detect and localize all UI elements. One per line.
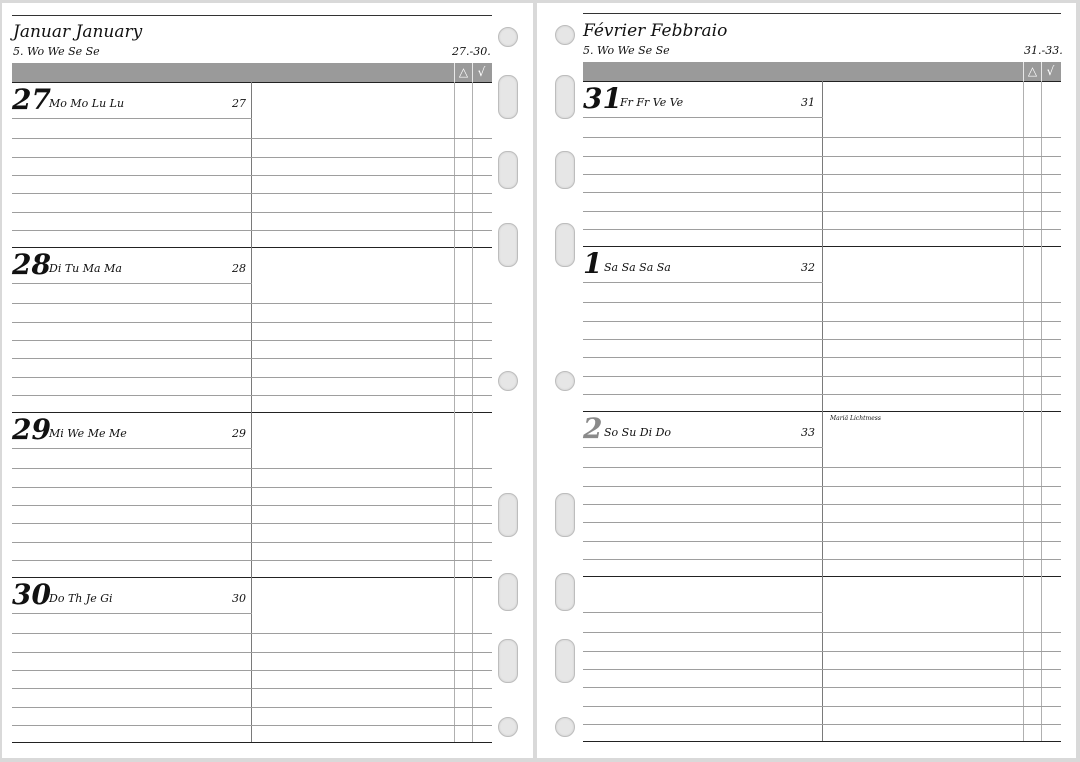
- bottom-rule: [12, 742, 492, 743]
- binder-hole: [498, 371, 518, 391]
- top-rule: [583, 13, 1061, 14]
- day-block[interactable]: [12, 82, 492, 247]
- right-planner-page: [537, 3, 1076, 758]
- week-info: 5. Wo We Se Se: [13, 45, 100, 58]
- binder-hole: [555, 151, 575, 189]
- day-number: 29: [12, 413, 51, 446]
- day-number: 2: [583, 412, 603, 445]
- month-title: Février Febbraio: [583, 21, 728, 41]
- weekday-names: Fr Fr Ve Ve: [620, 96, 684, 109]
- binder-hole: [498, 27, 518, 47]
- binder-hole: [498, 75, 518, 119]
- binder-hole: [555, 639, 575, 683]
- notes-block[interactable]: [583, 576, 1061, 741]
- day-of-year: 28: [232, 262, 246, 275]
- weekday-names: Sa Sa Sa Sa: [604, 261, 671, 274]
- day-of-year: 31: [801, 96, 815, 109]
- day-of-year: 33: [801, 426, 815, 439]
- left-planner-page: [2, 3, 533, 758]
- day-number: 1: [583, 247, 603, 280]
- day-of-year: 29: [232, 427, 246, 440]
- day-block[interactable]: [12, 577, 492, 742]
- weekday-names: Di Tu Ma Ma: [49, 262, 122, 275]
- bottom-rule: [583, 741, 1061, 742]
- day-range: 31.-33.: [1024, 44, 1063, 57]
- top-rule: [12, 15, 492, 16]
- checkmark-icon: √: [477, 65, 486, 79]
- day-of-year: 27: [232, 97, 246, 110]
- binder-hole: [498, 717, 518, 737]
- binder-hole: [498, 151, 518, 189]
- binder-hole: [555, 493, 575, 537]
- day-of-year: 32: [801, 261, 815, 274]
- day-block[interactable]: [583, 81, 1061, 246]
- day-block[interactable]: [12, 412, 492, 577]
- weekday-names: Mo Mo Lu Lu: [49, 97, 125, 110]
- triangle-icon: △: [458, 65, 469, 79]
- holiday-label: Mariä Lichtmess: [830, 415, 881, 422]
- weekday-names: Do Th Je Gi: [49, 592, 113, 605]
- checkmark-icon: √: [1046, 64, 1055, 78]
- binder-hole: [555, 223, 575, 267]
- triangle-icon: △: [1027, 64, 1038, 78]
- day-number: 30: [12, 578, 51, 611]
- day-range: 27.-30.: [452, 45, 491, 58]
- binder-hole: [498, 573, 518, 611]
- header-bar: [12, 63, 492, 82]
- binder-hole: [555, 717, 575, 737]
- binder-hole: [498, 223, 518, 267]
- day-number: 27: [12, 83, 51, 116]
- weekday-names: So Su Di Do: [604, 426, 672, 439]
- binder-hole: [555, 371, 575, 391]
- binder-hole: [555, 25, 575, 45]
- header-bar: [583, 62, 1061, 81]
- binder-hole: [555, 75, 575, 119]
- day-block[interactable]: [583, 246, 1061, 411]
- weekday-names: Mi We Me Me: [49, 427, 127, 440]
- day-number: 28: [12, 248, 51, 281]
- day-block[interactable]: [12, 247, 492, 412]
- day-block[interactable]: [583, 411, 1061, 576]
- binder-hole: [555, 573, 575, 611]
- day-number: 31: [583, 82, 622, 115]
- binder-hole: [498, 493, 518, 537]
- month-title: Januar January: [13, 22, 143, 42]
- day-of-year: 30: [232, 592, 246, 605]
- week-info: 5. Wo We Se Se: [583, 44, 670, 57]
- binder-hole: [498, 639, 518, 683]
